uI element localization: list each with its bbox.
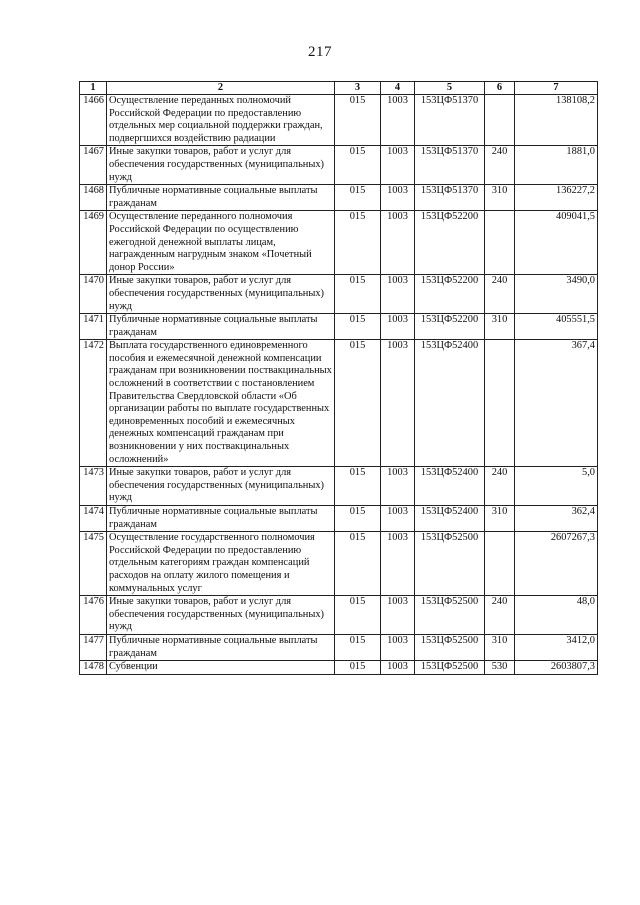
row-section-code: 1003 [381, 146, 415, 185]
row-sum: 3490,0 [515, 275, 598, 314]
row-expense-type: 240 [485, 146, 515, 185]
row-sum: 136227,2 [515, 185, 598, 211]
header-cell: 2 [107, 82, 335, 95]
row-name: Иные закупки товаров, работ и услуг для обеспечения государственных (муниципальных) нужд [107, 596, 335, 635]
row-section-code: 1003 [381, 340, 415, 467]
row-name: Осуществление переданных полномочий Российской Федерации по предоставлению отдельных мер социальной поддержки граждан, подвергшихся воздействию радиации [107, 95, 335, 146]
row-admin-code: 015 [335, 467, 381, 506]
table-row [80, 95, 598, 146]
table-row [80, 532, 598, 596]
row-target-code: 153ЦФ52200 [415, 275, 485, 314]
row-section-code: 1003 [381, 532, 415, 596]
row-sum: 405551,5 [515, 314, 598, 340]
table-row [80, 661, 598, 675]
row-target-code: 153ЦФ52400 [415, 340, 485, 467]
row-number: 1476 [80, 596, 107, 635]
budget-table [79, 81, 598, 675]
row-admin-code: 015 [335, 314, 381, 340]
row-section-code: 1003 [381, 596, 415, 635]
row-target-code: 153ЦФ52500 [415, 661, 485, 675]
row-sum: 367,4 [515, 340, 598, 467]
row-number: 1473 [80, 467, 107, 506]
row-target-code: 153ЦФ51370 [415, 95, 485, 146]
row-number: 1470 [80, 275, 107, 314]
table-row [80, 211, 598, 275]
row-number: 1475 [80, 532, 107, 596]
page-number: 217 [308, 44, 332, 60]
row-number: 1466 [80, 95, 107, 146]
row-target-code: 153ЦФ52400 [415, 467, 485, 506]
row-expense-type: 240 [485, 275, 515, 314]
row-sum: 5,0 [515, 467, 598, 506]
row-expense-type: 310 [485, 506, 515, 532]
row-sum: 48,0 [515, 596, 598, 635]
row-sum: 2603807,3 [515, 661, 598, 675]
row-target-code: 153ЦФ51370 [415, 146, 485, 185]
row-admin-code: 015 [335, 95, 381, 146]
row-admin-code: 015 [335, 211, 381, 275]
row-target-code: 153ЦФ52400 [415, 506, 485, 532]
table-row [80, 185, 598, 211]
table-row [80, 467, 598, 506]
row-number: 1478 [80, 661, 107, 675]
row-section-code: 1003 [381, 275, 415, 314]
row-section-code: 1003 [381, 467, 415, 506]
table-body [80, 95, 598, 675]
row-section-code: 1003 [381, 661, 415, 675]
row-target-code: 153ЦФ52500 [415, 634, 485, 660]
header-cell: 1 [80, 82, 107, 95]
row-name: Субвенции [107, 661, 335, 675]
row-section-code: 1003 [381, 185, 415, 211]
row-target-code: 153ЦФ52200 [415, 314, 485, 340]
row-target-code: 153ЦФ51370 [415, 185, 485, 211]
row-expense-type [485, 532, 515, 596]
table-row [80, 340, 598, 467]
row-admin-code: 015 [335, 634, 381, 660]
row-number: 1471 [80, 314, 107, 340]
table-row [80, 314, 598, 340]
row-admin-code: 015 [335, 275, 381, 314]
row-expense-type [485, 95, 515, 146]
row-expense-type [485, 211, 515, 275]
row-admin-code: 015 [335, 340, 381, 467]
table-row [80, 275, 598, 314]
row-name: Иные закупки товаров, работ и услуг для обеспечения государственных (муниципальных) нужд [107, 467, 335, 506]
row-expense-type: 310 [485, 634, 515, 660]
row-admin-code: 015 [335, 596, 381, 635]
row-admin-code: 015 [335, 532, 381, 596]
table-header-row [80, 82, 598, 95]
table-row [80, 634, 598, 660]
row-name: Осуществление переданного полномочия Российской Федерации по осуществлению ежегодной денежной выплаты лицам, награжденным нагрудным знаком «Почетный донор России» [107, 211, 335, 275]
row-section-code: 1003 [381, 506, 415, 532]
row-sum: 3412,0 [515, 634, 598, 660]
row-admin-code: 015 [335, 661, 381, 675]
row-expense-type: 310 [485, 314, 515, 340]
row-expense-type: 240 [485, 467, 515, 506]
row-number: 1468 [80, 185, 107, 211]
row-expense-type: 240 [485, 596, 515, 635]
table-row [80, 596, 598, 635]
row-expense-type: 310 [485, 185, 515, 211]
row-admin-code: 015 [335, 146, 381, 185]
row-target-code: 153ЦФ52200 [415, 211, 485, 275]
row-name: Публичные нормативные социальные выплаты гражданам [107, 634, 335, 660]
row-sum: 138108,2 [515, 95, 598, 146]
row-sum: 1881,0 [515, 146, 598, 185]
header-cell: 5 [415, 82, 485, 95]
row-number: 1467 [80, 146, 107, 185]
row-sum: 362,4 [515, 506, 598, 532]
row-name: Иные закупки товаров, работ и услуг для обеспечения государственных (муниципальных) нужд [107, 275, 335, 314]
row-target-code: 153ЦФ52500 [415, 596, 485, 635]
row-expense-type: 530 [485, 661, 515, 675]
row-section-code: 1003 [381, 211, 415, 275]
row-expense-type [485, 340, 515, 467]
row-number: 1477 [80, 634, 107, 660]
row-section-code: 1003 [381, 314, 415, 340]
header-cell: 7 [515, 82, 598, 95]
row-name: Публичные нормативные социальные выплаты гражданам [107, 506, 335, 532]
header-cell: 3 [335, 82, 381, 95]
row-name: Публичные нормативные социальные выплаты гражданам [107, 185, 335, 211]
row-name: Осуществление государственного полномочия Российской Федерации по предоставлению отдельным категориям граждан компенсаций расходов на оплату жилого помещения и коммунальных услуг [107, 532, 335, 596]
row-name: Выплата государственного единовременного пособия и ежемесячной денежной компенсации гражданам при возникновении поствакцинальных осложнений в соответствии с постановлением Правительства Свердловской области «Об организации работы по выплате государственных единовременных пособий и ежемесячных денежных компенсаций гражданам при возникновении у них поствакцинальных осложнений» [107, 340, 335, 467]
header-cell: 4 [381, 82, 415, 95]
row-sum: 409041,5 [515, 211, 598, 275]
row-admin-code: 015 [335, 185, 381, 211]
table-row [80, 506, 598, 532]
row-name: Иные закупки товаров, работ и услуг для обеспечения государственных (муниципальных) нужд [107, 146, 335, 185]
row-name: Публичные нормативные социальные выплаты гражданам [107, 314, 335, 340]
row-sum: 2607267,3 [515, 532, 598, 596]
row-section-code: 1003 [381, 95, 415, 146]
row-admin-code: 015 [335, 506, 381, 532]
row-number: 1474 [80, 506, 107, 532]
row-number: 1469 [80, 211, 107, 275]
row-target-code: 153ЦФ52500 [415, 532, 485, 596]
row-section-code: 1003 [381, 634, 415, 660]
table-row [80, 146, 598, 185]
row-number: 1472 [80, 340, 107, 467]
header-cell: 6 [485, 82, 515, 95]
